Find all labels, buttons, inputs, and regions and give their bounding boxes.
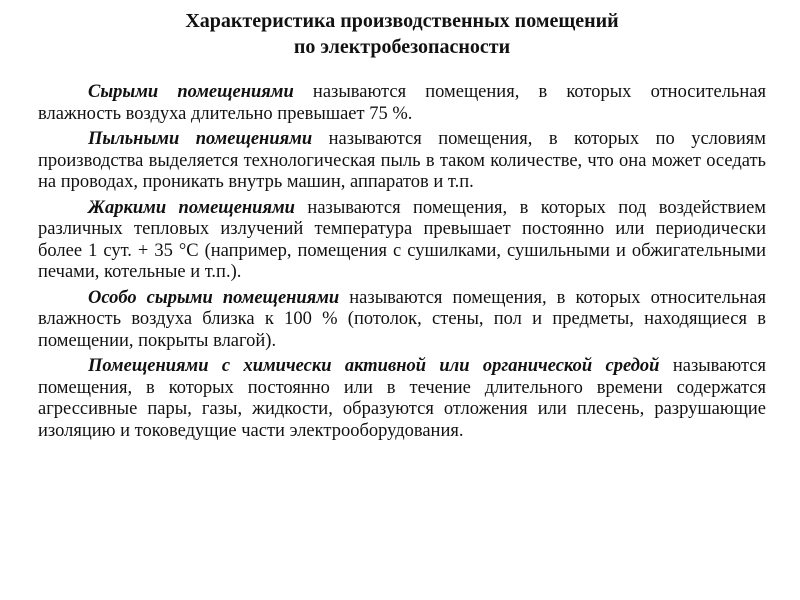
paragraph-dusty-rooms <box>38 129 766 194</box>
definition-damp-rooms: называются помещения, в которых относительная влажность воздуха длительно превышает 75 %. <box>38 82 766 124</box>
term-especially-damp-rooms: Особо сырыми помещениями <box>88 287 340 308</box>
term-damp-rooms: Сырыми помещениями <box>88 82 294 102</box>
page-title <box>38 8 766 60</box>
definition-chemically-active-rooms: называются помещения, в которых постоянно или в течение длительного времени содержатся агрессивные пары, газы, жидкости, образуются отложения или плесень, разрушающие изоляцию и токоведущие части электрооборудования. <box>38 356 766 441</box>
term-chemically-active-rooms: Помещениями с химически активной или органической средой <box>88 356 660 376</box>
term-dusty-rooms: Пыльными помещениями <box>88 129 313 149</box>
paragraph-damp-rooms <box>38 82 766 125</box>
term-hot-rooms: Жаркими помещениями <box>88 197 295 218</box>
paragraph-especially-damp-rooms <box>38 288 766 353</box>
page-title-line-2: по электробезопасности <box>293 36 511 58</box>
paragraph-hot-rooms <box>38 198 766 284</box>
definition-especially-damp-rooms: называются помещения, в которых относительная влажность воздуха близка к 100 % (потолок, стены, пол и предметы, находящиеся в помещении, покрыты влагой). <box>38 287 766 351</box>
definition-dusty-rooms: называются помещения, в которых по условиям производства выделяется технологическая пыль в таком количестве, что она может оседать на проводах, проникать внутрь машин, аппаратов и т.п. <box>38 129 767 192</box>
definition-hot-rooms: называются помещения, в которых под воздействием различных тепловых излучений температура превышает постоянно или периодически более 1 сут. + 35 °С (например, помещения с сушилками, сушильными и обжигательными печами, котельные и т.п.). <box>38 197 766 282</box>
page-title-line-1: Характеристика производственных помещений <box>185 10 619 32</box>
paragraph-chemically-active-rooms <box>38 356 766 442</box>
